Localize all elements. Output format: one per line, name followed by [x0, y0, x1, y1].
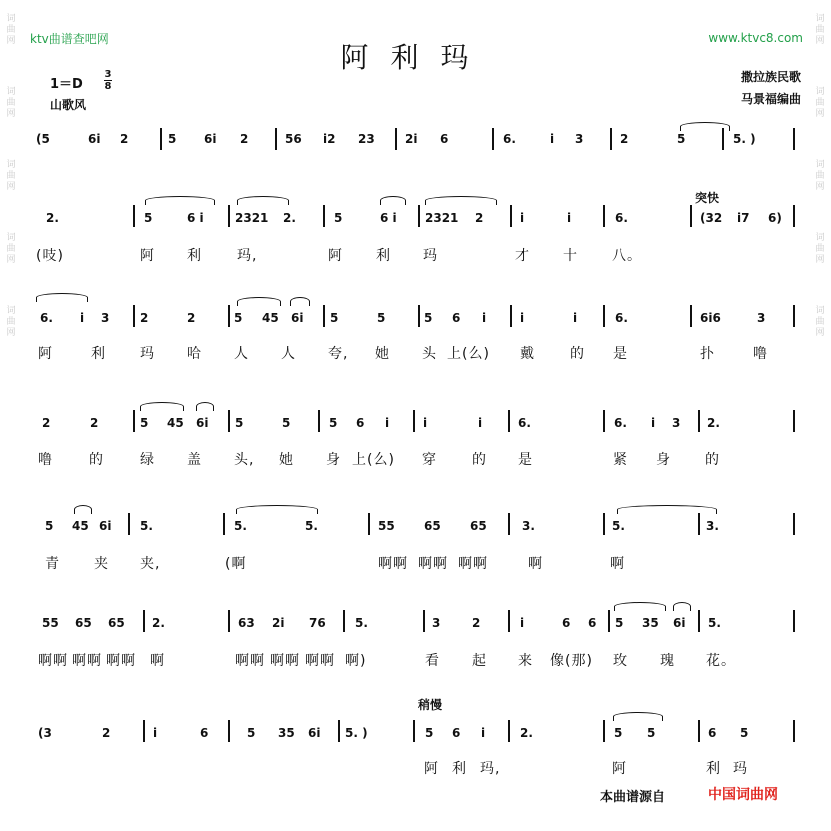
note: 5. ): [345, 726, 368, 740]
note: 5.: [708, 616, 721, 630]
lyric-row-5: [0, 650, 831, 690]
barline: [698, 513, 700, 535]
lyric: 她: [375, 346, 390, 362]
barline: [722, 128, 724, 150]
staff-row-1: [0, 128, 831, 168]
note: 6.: [503, 132, 516, 146]
barline: [492, 128, 494, 150]
note: 2321: [235, 211, 269, 225]
barline: [603, 205, 605, 227]
note: 3: [757, 311, 766, 325]
note: 56: [285, 132, 302, 146]
lyric: 紧: [613, 452, 628, 468]
note: 5.: [305, 519, 318, 533]
lyric: 是: [518, 452, 533, 468]
note: 2: [90, 416, 99, 430]
note: 5: [45, 519, 54, 533]
note: 5: [144, 211, 153, 225]
note: 5: [247, 726, 256, 740]
note: 2.: [46, 211, 59, 225]
lyric: 啊): [345, 653, 367, 669]
lyric: 头,: [234, 452, 255, 468]
barline: [318, 410, 320, 432]
barline: [418, 205, 420, 227]
note: 55: [42, 616, 59, 630]
note: i: [520, 311, 525, 325]
lyric: 看: [425, 653, 440, 669]
time-signature-bottom: 8: [104, 81, 112, 92]
note: 6i: [196, 416, 209, 430]
tie-slur: [140, 402, 184, 411]
note: 5.: [234, 519, 247, 533]
lyric: 阿: [424, 761, 439, 777]
song-title: 阿利玛: [340, 41, 491, 74]
barline: [508, 513, 510, 535]
note: 63: [238, 616, 255, 630]
barline: [228, 610, 230, 632]
lyric: 的: [89, 452, 104, 468]
note: 2.: [520, 726, 533, 740]
barline: [698, 720, 700, 742]
staff-row-3: [0, 305, 831, 345]
note: 6i: [308, 726, 321, 740]
note: 6i6: [700, 311, 721, 325]
note: 5: [377, 311, 386, 325]
lyric: 啊啊: [270, 653, 300, 669]
lyric: 身: [326, 452, 341, 468]
barline: [413, 410, 415, 432]
barline: [603, 513, 605, 535]
lyric: 阿: [38, 346, 53, 362]
lyric: 像(那): [550, 653, 593, 669]
staff-row-5: [0, 513, 831, 553]
lyric: 阿: [612, 761, 627, 777]
barline: [275, 128, 277, 150]
tempo-mark-fast: 突快: [695, 191, 720, 205]
lyric: 上(么): [352, 452, 395, 468]
time-signature: [104, 70, 112, 91]
tie-slur: [290, 297, 310, 306]
lyric: 利: [452, 761, 467, 777]
lyric: 利: [187, 248, 202, 264]
note: 3: [101, 311, 110, 325]
note: 5: [425, 726, 434, 740]
note: 5: [424, 311, 433, 325]
lyric-row-2: [0, 343, 831, 383]
note: 6): [768, 211, 782, 225]
lyric: 的: [705, 452, 720, 468]
lyric: 扑: [700, 346, 715, 362]
lyric: 利: [376, 248, 391, 264]
lyric: 啊: [610, 556, 625, 572]
note: 5.: [140, 519, 153, 533]
note: 6i: [291, 311, 304, 325]
note: 6: [452, 311, 461, 325]
note: (32: [700, 211, 723, 225]
lyric-row-6: [0, 758, 831, 798]
lyric: 十: [563, 248, 578, 264]
barline: [143, 610, 145, 632]
key-signature: 1＝D: [50, 77, 83, 92]
note: 2: [42, 416, 51, 430]
note: 5: [647, 726, 656, 740]
note: i: [80, 311, 85, 325]
lyric: (啊: [225, 556, 247, 572]
note: 35: [278, 726, 295, 740]
note: 3: [672, 416, 681, 430]
lyric: 的: [570, 346, 585, 362]
note: 65: [470, 519, 487, 533]
note: 5: [615, 616, 624, 630]
note: 5.: [612, 519, 625, 533]
note: 6: [440, 132, 449, 146]
tie-slur: [145, 196, 215, 205]
lyric-row-1: [0, 245, 831, 285]
note: 45: [262, 311, 279, 325]
note: i: [520, 616, 525, 630]
lyric: 绿: [140, 452, 155, 468]
barline: [228, 305, 230, 327]
staff-row-7: [0, 720, 831, 760]
staff-row-2: [0, 205, 831, 245]
staff-row-6: [0, 610, 831, 650]
note: 6: [588, 616, 597, 630]
lyric: 啊啊: [418, 556, 448, 572]
barline: [610, 128, 612, 150]
barline: [338, 720, 340, 742]
lyric: 头: [422, 346, 437, 362]
lyric: 玫: [613, 653, 628, 669]
barline: [508, 410, 510, 432]
barline: [223, 513, 225, 535]
note: 6.: [615, 211, 628, 225]
lyric: 利: [706, 761, 721, 777]
lyric: 啊啊: [106, 653, 136, 669]
source-label: 本曲谱源自: [600, 790, 666, 805]
lyric: 阿: [140, 248, 155, 264]
barline: [603, 720, 605, 742]
note: i: [481, 726, 486, 740]
barline-end: [793, 305, 795, 327]
credit-origin: 撒拉族民歌: [740, 70, 801, 84]
note: 65: [424, 519, 441, 533]
barline: [228, 205, 230, 227]
lyric: 人: [234, 346, 249, 362]
lyric: 八。: [612, 248, 642, 264]
site-link-left[interactable]: ktv曲谱查吧网: [30, 32, 109, 46]
note: i: [482, 311, 487, 325]
note: 23: [358, 132, 375, 146]
lyric: 瑰: [660, 653, 675, 669]
staff-row-4: [0, 410, 831, 450]
barline: [423, 610, 425, 632]
note: 3.: [522, 519, 535, 533]
style-marking: 山歌风: [50, 98, 87, 112]
lyric: 噜: [38, 452, 53, 468]
barline-end: [793, 205, 795, 227]
barline: [510, 305, 512, 327]
tie-slur: [425, 196, 497, 205]
tie-slur: [680, 122, 730, 131]
lyric: (吱): [36, 248, 64, 264]
note: 5. ): [733, 132, 756, 146]
barline: [395, 128, 397, 150]
lyric: 穿: [422, 452, 437, 468]
lyric: 盖: [187, 452, 202, 468]
lyric: 啊: [528, 556, 543, 572]
lyric: 青: [45, 556, 60, 572]
lyric-row-3: [0, 449, 831, 489]
note: 5: [282, 416, 291, 430]
lyric: 哈: [187, 346, 202, 362]
barline: [128, 513, 130, 535]
note: 6i: [99, 519, 112, 533]
barline: [698, 610, 700, 632]
lyric: 阿: [328, 248, 343, 264]
lyric: 啊啊: [38, 653, 68, 669]
source-site-link[interactable]: 中国词曲网: [708, 787, 778, 803]
lyric: 啊啊: [235, 653, 265, 669]
side-watermark-left: 词 曲 网 词 曲 网 词 曲 网 词 曲 网 词 曲 网: [6, 14, 16, 338]
note: i: [520, 211, 525, 225]
note: 5: [330, 311, 339, 325]
barline: [323, 305, 325, 327]
note: 5: [740, 726, 749, 740]
tempo-mark-slow: 稍慢: [418, 698, 443, 712]
note: 6: [562, 616, 571, 630]
barline: [143, 720, 145, 742]
lyric: 夹: [94, 556, 109, 572]
lyric: 啊啊: [305, 653, 335, 669]
tie-slur: [237, 196, 289, 205]
tie-slur: [36, 293, 88, 302]
lyric: 利: [91, 346, 106, 362]
barline: [690, 205, 692, 227]
barline: [343, 610, 345, 632]
note: i: [550, 132, 555, 146]
note: 6: [200, 726, 209, 740]
note: i: [567, 211, 572, 225]
barline: [228, 410, 230, 432]
barline: [603, 305, 605, 327]
tie-slur: [613, 712, 663, 721]
note: 6: [356, 416, 365, 430]
barline: [608, 610, 610, 632]
note: 6i: [204, 132, 217, 146]
lyric: 啊啊: [378, 556, 408, 572]
barline-end: [793, 410, 795, 432]
note: (5: [36, 132, 50, 146]
barline: [508, 610, 510, 632]
barline-end: [793, 720, 795, 742]
note: 6.: [518, 416, 531, 430]
lyric: 起: [472, 653, 487, 669]
note: 2: [240, 132, 249, 146]
lyric: 上(么): [447, 346, 490, 362]
lyric: 玛: [423, 248, 438, 264]
credit-arranger: 马景福编曲: [740, 92, 801, 106]
tie-slur: [614, 602, 666, 611]
lyric: 玛: [733, 761, 748, 777]
barline: [323, 205, 325, 227]
barline: [133, 305, 135, 327]
note: i2: [323, 132, 336, 146]
lyric: 啊啊: [72, 653, 102, 669]
note: 6.: [615, 311, 628, 325]
lyric: 是: [613, 346, 628, 362]
tie-slur: [617, 505, 717, 514]
lyric: 来: [518, 653, 533, 669]
barline: [603, 410, 605, 432]
barline-end: [793, 610, 795, 632]
note: i7: [737, 211, 750, 225]
note: 5: [334, 211, 343, 225]
barline-end: [793, 128, 795, 150]
tie-slur: [196, 402, 214, 411]
note: 2: [187, 311, 196, 325]
note: i: [385, 416, 390, 430]
site-link-right[interactable]: www.ktvc8.com: [708, 31, 803, 45]
time-signature-top: 3: [104, 69, 112, 80]
note: i: [153, 726, 158, 740]
lyric: 啊啊: [458, 556, 488, 572]
lyric: 啊: [150, 653, 165, 669]
note: 3.: [706, 519, 719, 533]
lyric: 戴: [520, 346, 535, 362]
lyric: 夸,: [328, 346, 349, 362]
barline: [510, 205, 512, 227]
note: 5.: [355, 616, 368, 630]
note: 55: [378, 519, 395, 533]
lyric: 她: [279, 452, 294, 468]
note: 2: [472, 616, 481, 630]
tie-slur: [236, 505, 318, 514]
tie-slur: [380, 196, 406, 205]
note: 2.: [283, 211, 296, 225]
note: 65: [108, 616, 125, 630]
barline-end: [793, 513, 795, 535]
note: 45: [167, 416, 184, 430]
note: 6: [708, 726, 717, 740]
note: 6.: [40, 311, 53, 325]
note: 76: [309, 616, 326, 630]
note: 6 i: [380, 211, 397, 225]
note: 45: [72, 519, 89, 533]
note: 2.: [707, 416, 720, 430]
lyric: 才: [515, 248, 530, 264]
barline: [418, 305, 420, 327]
note: i: [651, 416, 656, 430]
lyric: 夹,: [140, 556, 161, 572]
note: 5: [614, 726, 623, 740]
note: 5: [168, 132, 177, 146]
barline: [368, 513, 370, 535]
tie-slur: [673, 602, 691, 611]
note: 6i: [673, 616, 686, 630]
note: 5: [677, 132, 686, 146]
note: i: [573, 311, 578, 325]
note: 5: [329, 416, 338, 430]
note: 2: [140, 311, 149, 325]
note: 3: [575, 132, 584, 146]
barline: [160, 128, 162, 150]
barline: [690, 305, 692, 327]
note: 2i: [272, 616, 285, 630]
note: 6i: [88, 132, 101, 146]
lyric: 玛,: [480, 761, 501, 777]
note: (3: [38, 726, 52, 740]
note: 2.: [152, 616, 165, 630]
note: 6.: [614, 416, 627, 430]
note: 3: [432, 616, 441, 630]
barline: [228, 720, 230, 742]
barline: [133, 205, 135, 227]
lyric-row-4: [0, 553, 831, 593]
note: 6: [452, 726, 461, 740]
lyric: 噜: [753, 346, 768, 362]
note: 5: [234, 311, 243, 325]
note: 2: [102, 726, 111, 740]
note: 2i: [405, 132, 418, 146]
lyric: 的: [472, 452, 487, 468]
note: i: [423, 416, 428, 430]
note: 2: [475, 211, 484, 225]
lyric: 花。: [706, 653, 736, 669]
note: 2: [620, 132, 629, 146]
side-watermark-right: 词 曲 网 词 曲 网 词 曲 网 词 曲 网 词 曲 网: [815, 14, 825, 338]
lyric: 人: [281, 346, 296, 362]
barline: [698, 410, 700, 432]
note: i: [478, 416, 483, 430]
note: 5: [235, 416, 244, 430]
note: 65: [75, 616, 92, 630]
barline: [133, 410, 135, 432]
note: 5: [140, 416, 149, 430]
barline: [508, 720, 510, 742]
note: 35: [642, 616, 659, 630]
lyric: 身: [656, 452, 671, 468]
tie-slur: [237, 297, 281, 306]
lyric: 玛: [140, 346, 155, 362]
note: 2321: [425, 211, 459, 225]
lyric: 玛,: [237, 248, 258, 264]
note: 2: [120, 132, 129, 146]
barline: [413, 720, 415, 742]
tie-slur: [74, 505, 92, 514]
note: 6 i: [187, 211, 204, 225]
